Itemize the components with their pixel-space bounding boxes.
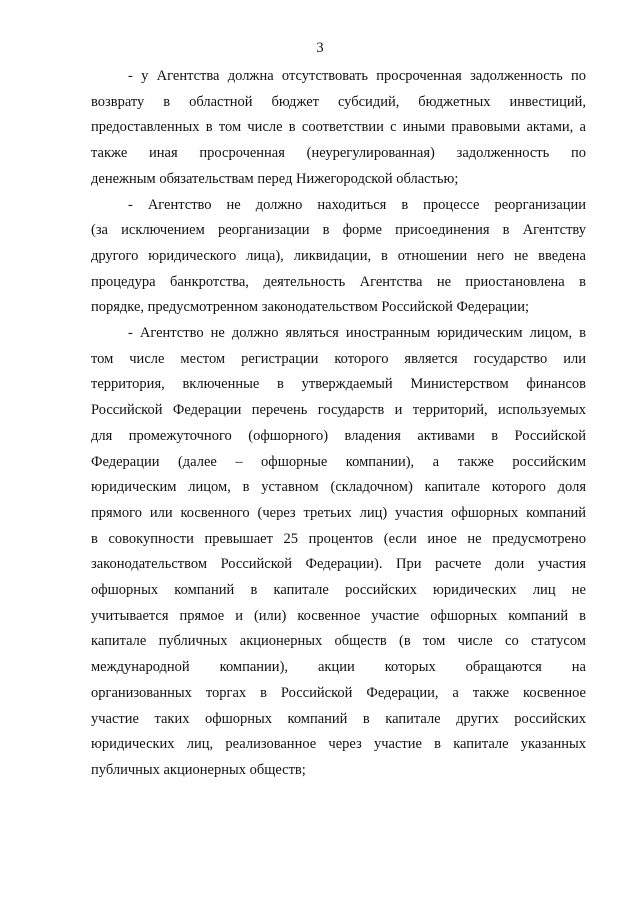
paragraph-overdue-debt (91, 64, 586, 193)
document-body (91, 64, 586, 784)
text-line: возврату в областной бюджет субсидий, бюджетных инвестиций, (91, 93, 586, 110)
text-line: другого юридического лица), ликвидации, в отношении него не введена (91, 247, 586, 264)
text-line: том числе местом регистрации которого является государство или (91, 350, 586, 367)
page-number: 3 (316, 40, 324, 56)
text-line: - Агентство не должно являться иностранным юридическим лицом, в (128, 325, 586, 342)
text-line: процедура банкротства, деятельность Агентства не приостановлена в (91, 273, 586, 290)
text-line: юридическим лицом, в уставном (складочном) капитале которого доля (91, 479, 586, 496)
text-line: (за исключением реорганизации в форме присоединения в Агентству (91, 222, 586, 239)
text-line: прямого или косвенного (через третьих лиц) участия офшорных компаний (91, 504, 586, 521)
text-line: для промежуточного (офшорного) владения активами в Российской (91, 427, 586, 444)
text-line: законодательством Российской Федерации). При расчете доли участия (91, 556, 586, 573)
text-line: публичных акционерных обществ; (91, 761, 306, 778)
text-line: Российской Федерации перечень государств и территорий, используемых (91, 402, 586, 419)
text-line: порядке, предусмотренном законодательством Российской Федерации; (91, 299, 529, 316)
text-line: также иная просроченная (неурегулированная) задолженность по (91, 145, 586, 162)
text-line: Федерации (далее – офшорные компании), а также российским (91, 453, 586, 470)
paragraph-reorganization (91, 193, 586, 322)
text-line: капитале публичных акционерных обществ (в том числе со статусом (91, 633, 586, 650)
text-line: организованных торгах в Российской Федерации, а также косвенное (91, 684, 586, 701)
text-line: территория, включенные в утверждаемый Министерством финансов (91, 376, 586, 393)
text-line: в совокупности превышает 25 процентов (если иное не предусмотрено (91, 530, 586, 547)
text-line: участие таких офшорных компаний в капитале других российских (91, 710, 586, 727)
text-line: офшорных компаний в капитале российских юридических лиц не (91, 582, 586, 599)
text-line: - у Агентства должна отсутствовать просроченная задолженность по (128, 68, 586, 84)
paragraph-offshore (91, 321, 586, 784)
text-line: предоставленных в том числе в соответствии с иными правовыми актами, а (91, 119, 586, 136)
text-line: денежным обязательствам перед Нижегородской областью; (91, 170, 459, 187)
text-line: - Агентство не должно находиться в процессе реорганизации (128, 196, 586, 213)
text-line: учитывается прямое и (или) косвенное участие офшорных компаний в (91, 607, 586, 624)
text-line: юридических лиц, реализованное через участие в капитале указанных (91, 736, 586, 753)
text-line: международной компании), акции которых обращаются на (91, 659, 586, 676)
